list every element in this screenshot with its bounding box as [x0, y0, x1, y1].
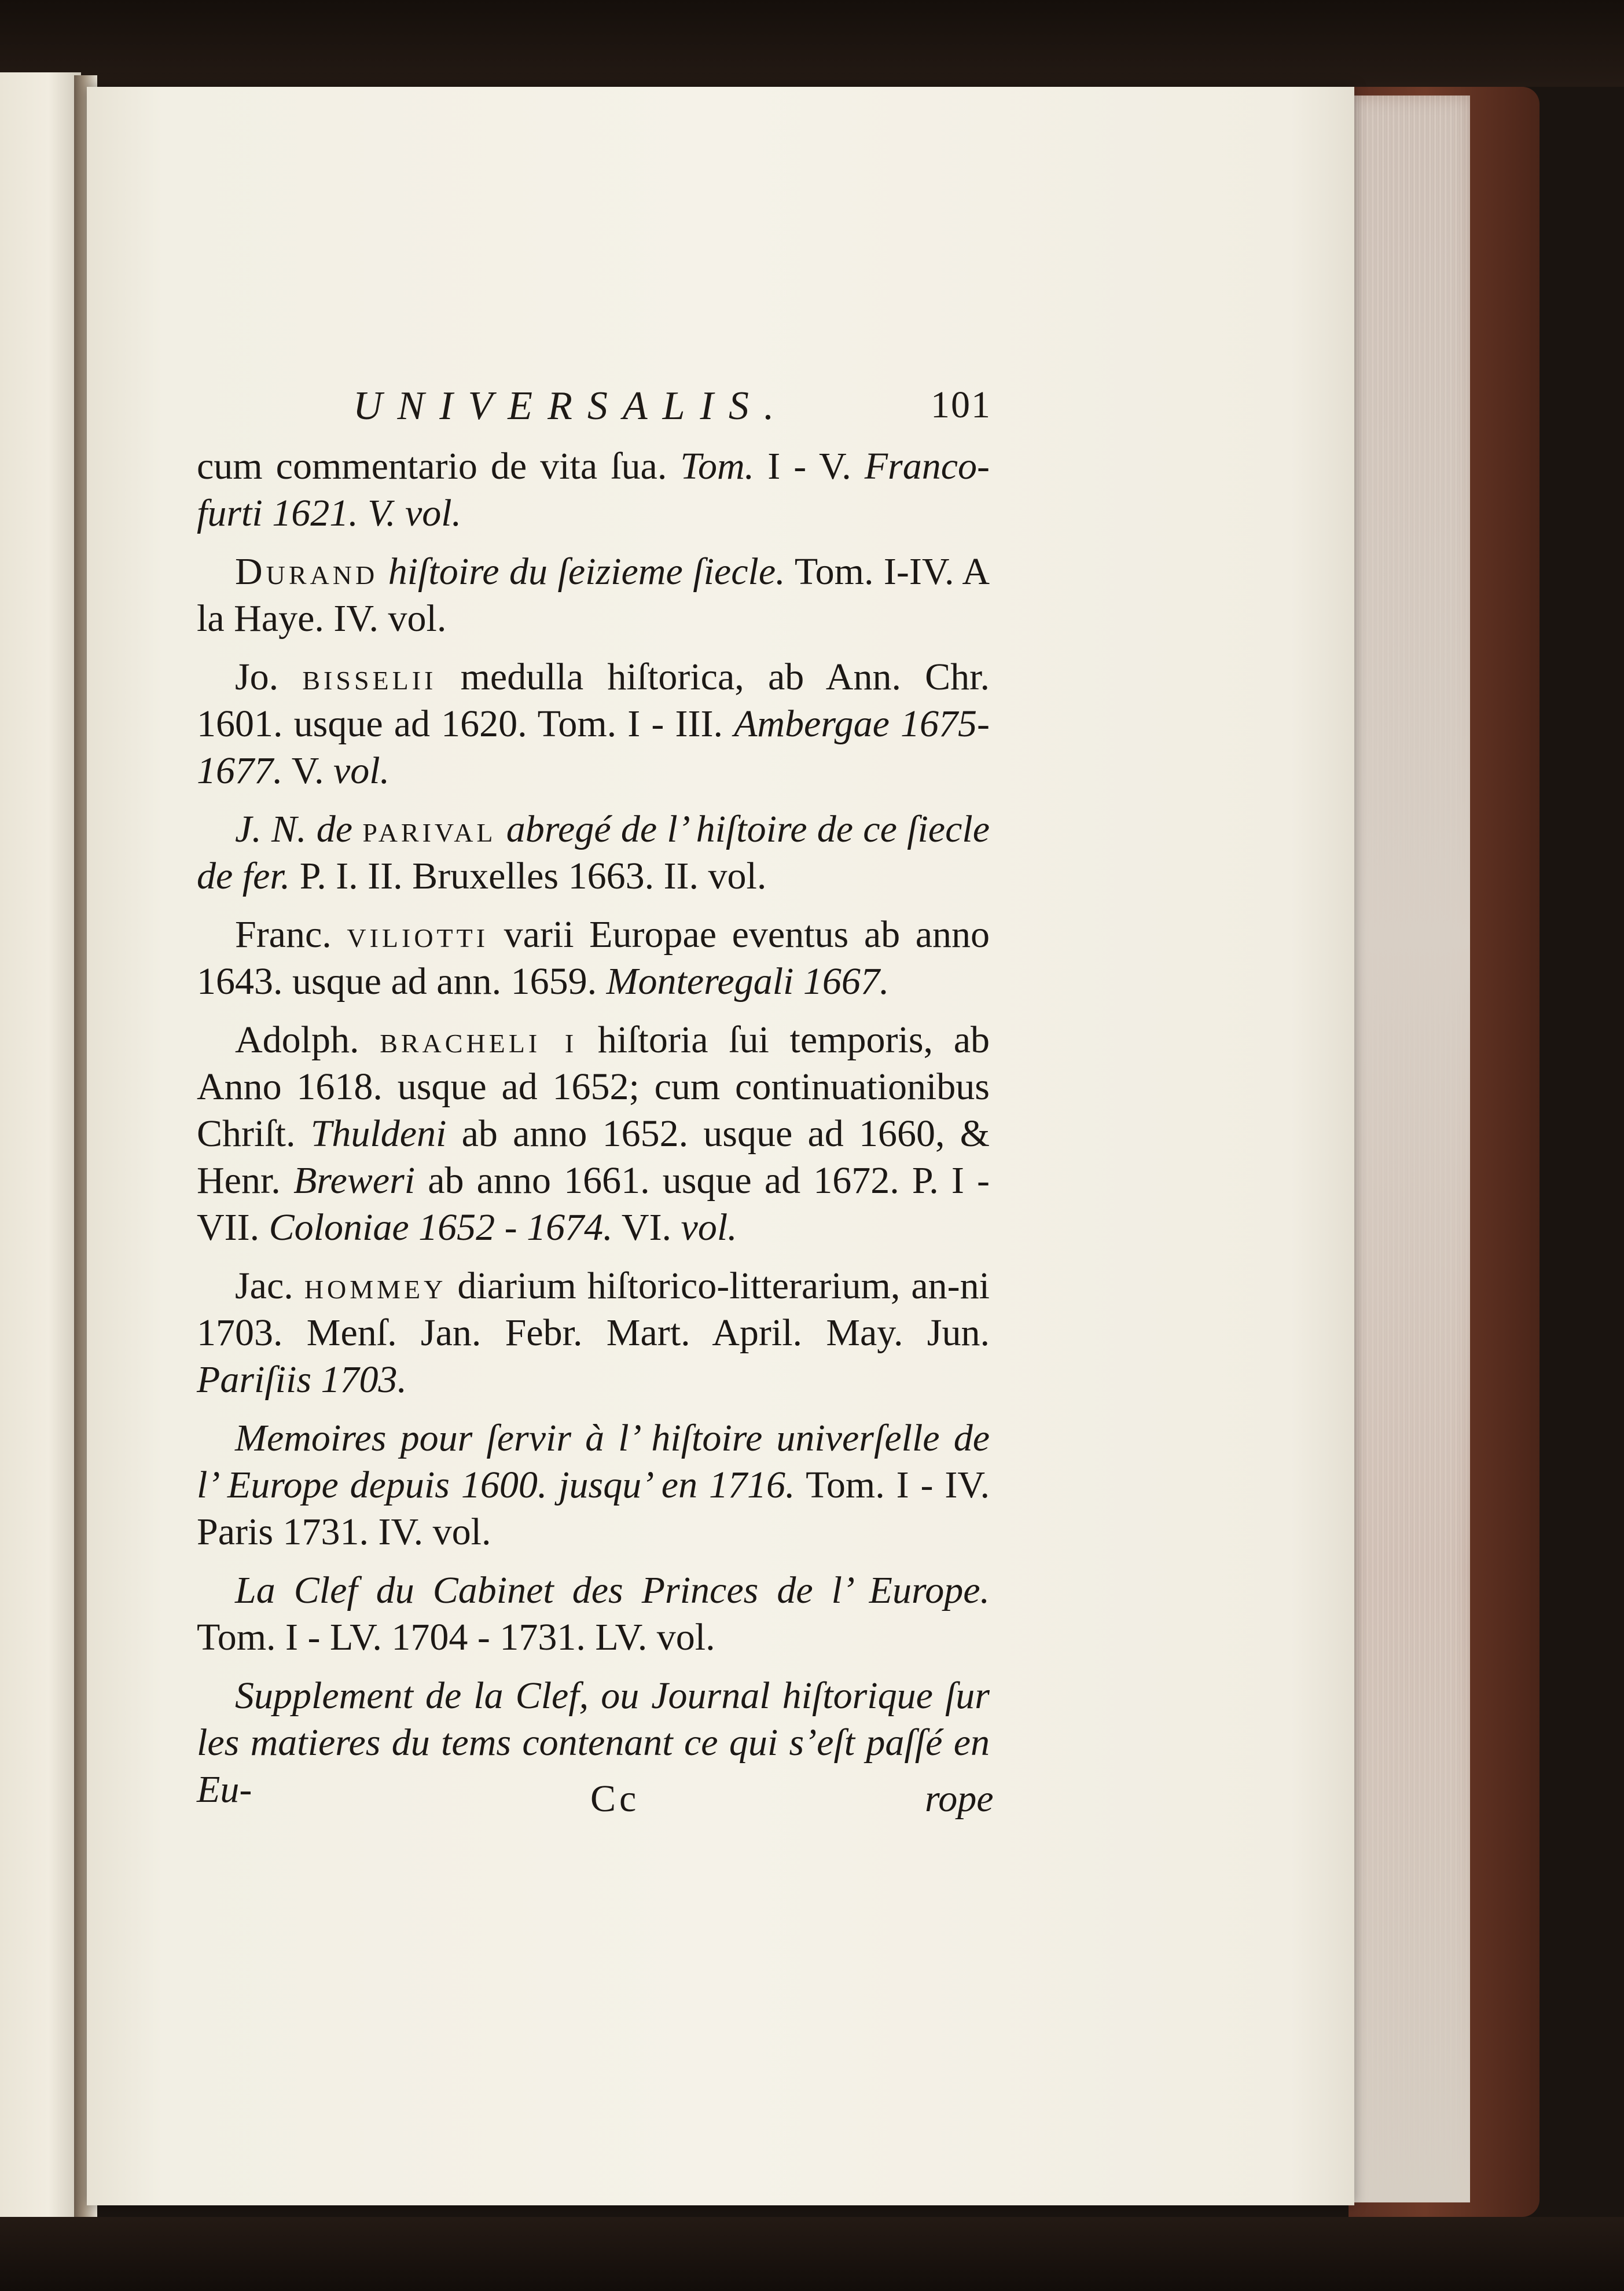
text-run: Jac.	[235, 1265, 304, 1307]
italic-text: Ambergae 1675-1677.	[197, 703, 990, 792]
italic-text: La Clef du Cabinet des Princes de l’ Europe.	[235, 1569, 990, 1611]
author-name: Durand	[235, 550, 379, 593]
text-run: diarium hiſtorico-litterarium, an-ni 1703. Menſ. Jan. Febr. Mart. April. May. Jun.	[197, 1265, 990, 1354]
catchword: rope	[925, 1778, 994, 1820]
text-run: I - V.	[754, 445, 865, 487]
entry	[197, 653, 990, 794]
text-run: ab anno 1661. usque ad 1672. P. I - VII.	[197, 1159, 990, 1249]
text-run: cum commentario de vita ſua.	[197, 445, 681, 487]
entry	[197, 443, 990, 537]
text-run	[497, 808, 506, 850]
page-body	[197, 443, 990, 1824]
background-top	[0, 0, 1624, 87]
italic-text: vol.	[333, 750, 390, 792]
entry	[197, 1415, 990, 1555]
entry	[197, 1016, 990, 1251]
author-name: bracheli i	[380, 1019, 578, 1061]
italic-text: J. N. de	[235, 808, 363, 850]
italic-text: Tom.	[680, 445, 755, 487]
entry	[197, 1262, 990, 1403]
page-footer	[0, 1777, 1624, 1829]
italic-text: vol.	[681, 1206, 737, 1249]
italic-text: Breweri	[293, 1159, 416, 1202]
text-run: P. I. II. Bruxelles 1663. II. vol.	[290, 855, 767, 897]
entry	[197, 806, 990, 899]
entry	[197, 911, 990, 1005]
author-name: viliotti	[347, 913, 489, 956]
text-run: VI.	[612, 1206, 681, 1249]
page-number: 101	[931, 384, 991, 426]
italic-text: hiſtoire du ſeizieme ſiecle.	[388, 550, 785, 593]
signature-mark: Cc	[590, 1778, 640, 1820]
italic-text: Pariſiis 1703.	[197, 1359, 407, 1401]
author-name: hommey	[304, 1265, 447, 1307]
italic-text: Monteregali 1667.	[606, 960, 890, 1003]
text-run	[378, 550, 388, 593]
italic-text: abregé de l’ hiſtoire de ce ſiecle de fer.	[197, 808, 990, 897]
entry	[197, 548, 990, 642]
text-run: Tom. I-IV. A la Haye. IV. vol.	[197, 550, 990, 640]
text-run: hiſtoria ſui temporis, ab Anno 1618. usque ad 1652; cum continuationibus Chriſt.	[197, 1019, 990, 1155]
text-run: ab anno 1652. usque ad 1660, & Henr.	[197, 1113, 990, 1202]
text-run: Tom. I - IV. Paris 1731. IV. vol.	[197, 1464, 990, 1553]
text-run: medulla hiſtorica, ab Ann. Chr. 1601. usque ad 1620. Tom. I - III.	[197, 656, 990, 745]
text-run: Tom. I - LV. 1704 - 1731. LV. vol.	[197, 1616, 715, 1658]
italic-text: Memoires pour ſervir à l’ hiſtoire univerſelle de l’ Europe depuis 1600. jusqu’ en 1716.	[197, 1417, 990, 1506]
text-run: V.	[282, 750, 333, 792]
page-header	[0, 383, 1624, 441]
text-run: Adolph.	[235, 1019, 380, 1061]
italic-text: Thuldeni	[310, 1113, 447, 1155]
text-run: varii Europae eventus ab anno 1643. usque ad ann. 1659.	[197, 913, 990, 1003]
italic-text: V. vol.	[368, 492, 462, 534]
author-name: bisselii	[302, 656, 437, 698]
entry	[197, 1567, 990, 1661]
background-bottom	[0, 2217, 1624, 2291]
running-title: UNIVERSALIS.	[353, 384, 789, 428]
italic-text: Coloniae 1652 - 1674.	[269, 1206, 613, 1249]
italic-text: Supplement de la Clef, ou Journal hiſtorique ſur les matieres du tems contenant ce qui s’eſt paſſé en Eu-	[197, 1675, 990, 1811]
text-run: Jo.	[235, 656, 303, 698]
text-run: Franc.	[235, 913, 347, 956]
italic-text: Franco-furti 1621.	[197, 445, 990, 534]
author-name: parival	[362, 808, 497, 850]
